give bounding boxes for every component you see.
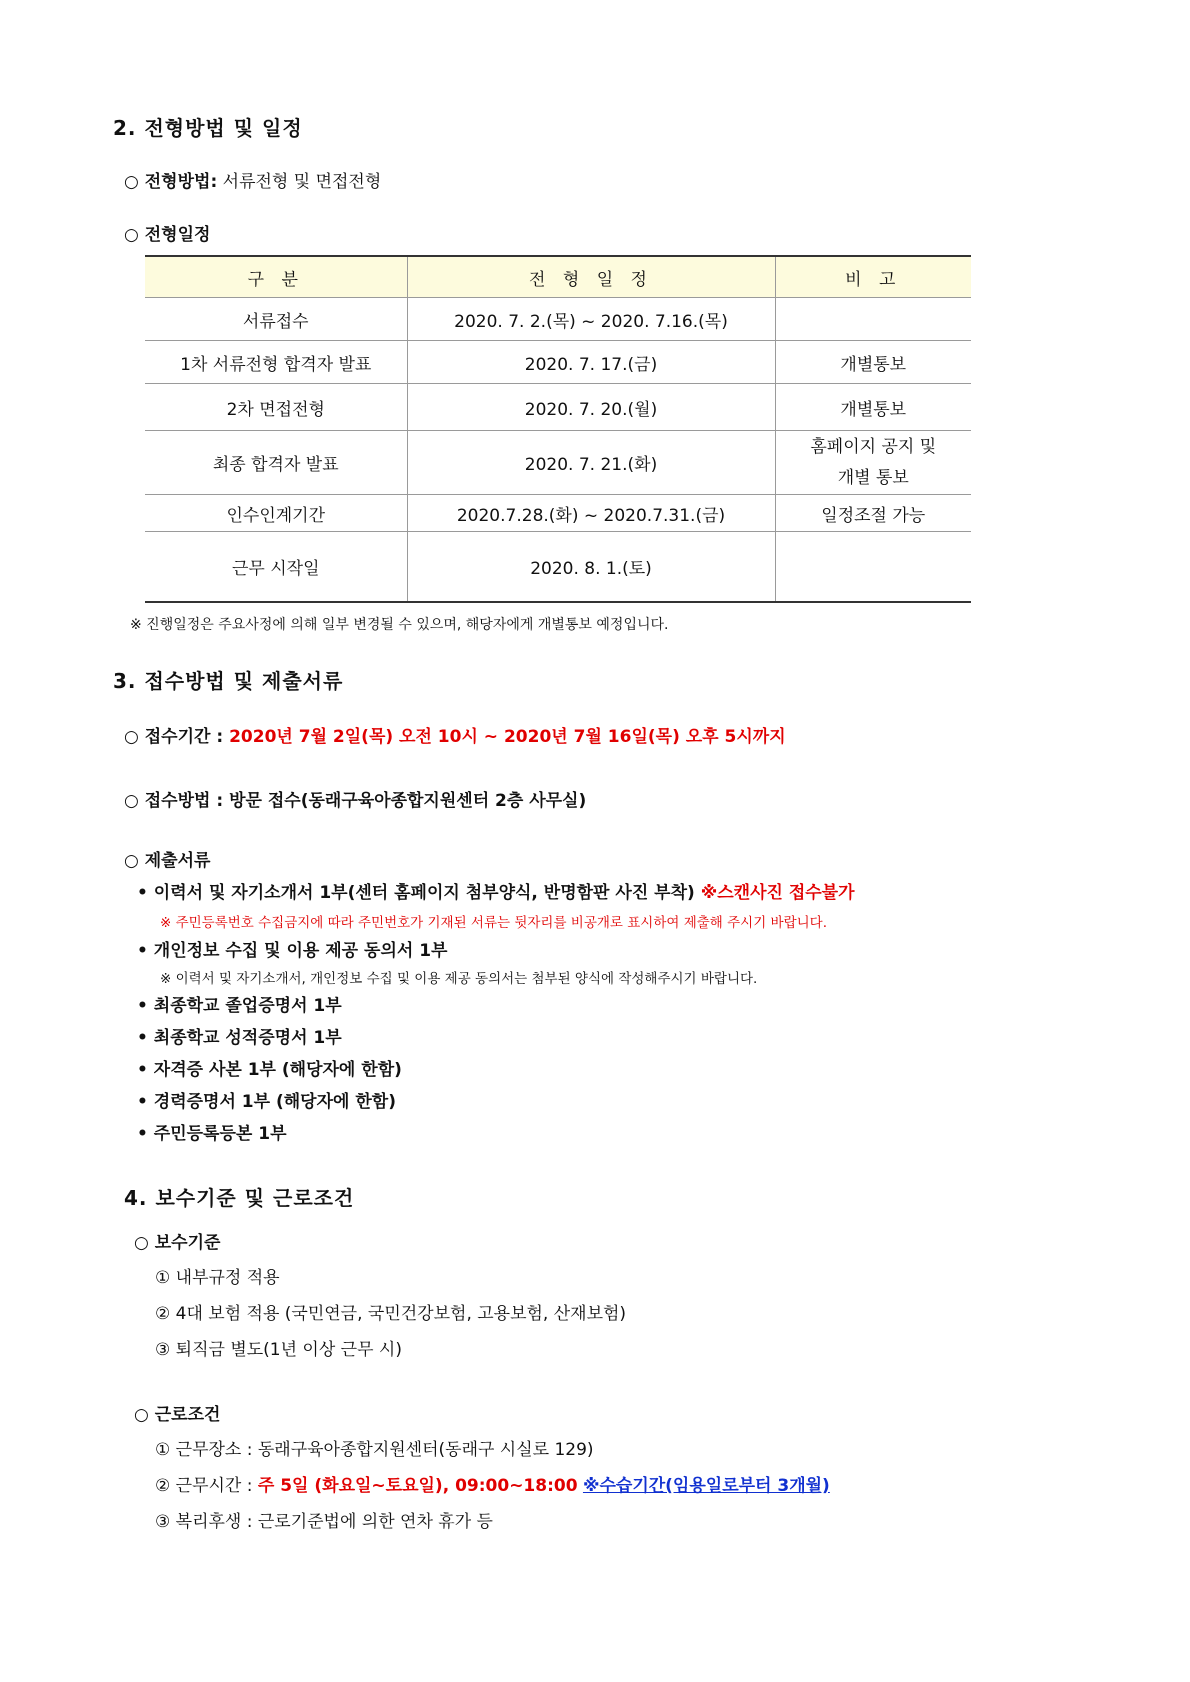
doc-item: • 개인정보 수집 및 이용 제공 동의서 1부 [137, 941, 448, 961]
doc-item: • 자격증 사본 1부 (해당자에 한함) [137, 1060, 402, 1080]
table-row [145, 431, 971, 495]
table-cell-date: 2020. 7. 17.(금) [407, 341, 775, 384]
table-row [145, 495, 971, 532]
doc-item: • 최종학교 졸업증명서 1부 [137, 996, 342, 1016]
doc-item: • 주민등록등본 1부 [137, 1124, 287, 1144]
table-cell-category: 서류접수 [145, 298, 407, 341]
table-cell-date: 2020. 7. 2.(목) ~ 2020. 7.16.(목) [407, 298, 775, 341]
table-cell-category: 최종 합격자 발표 [145, 431, 407, 495]
schedule-footnote: ※ 진행일정은 주요사정에 의해 일부 변경될 수 있으며, 해당자에게 개별통보 예정입니다. [130, 617, 669, 633]
table-row [145, 298, 971, 341]
pay-standard-label: ○ 보수기준 [134, 1233, 221, 1253]
table-header-note: 비 고 [775, 256, 971, 298]
selection-schedule-label: ○ 전형일정 [124, 225, 211, 245]
table-cell-note [775, 532, 971, 602]
pay-item: ① 내부규정 적용 [155, 1268, 280, 1288]
selection-method-label: ○ 전형방법: [124, 172, 218, 192]
doc-item: • 경력증명서 1부 (해당자에 한함) [137, 1092, 396, 1112]
application-period-label: ○ 접수기간 : [124, 727, 224, 747]
table-cell-note [775, 431, 971, 495]
table-cell-date: 2020.7.28.(화) ~ 2020.7.31.(금) [407, 495, 775, 532]
application-period-value: 2020년 7월 2일(목) 오전 10시 ~ 2020년 7월 16일(목) 오후 5시까지 [229, 727, 786, 747]
doc-item: • 최종학교 성적증명서 1부 [137, 1028, 342, 1048]
work-hours-label: ② 근무시간 : [155, 1476, 253, 1496]
table-cell-note: 일정조절 가능 [775, 495, 971, 532]
section2-title: 2. 전형방법 및 일정 [113, 116, 303, 140]
resident-number-note: ※ 주민등록번호 수집금지에 따라 주민번호가 기재된 서류는 뒷자리를 비공개로 표시하여 제출해 주시기 바랍니다. [160, 915, 827, 931]
work-hours-value: 주 5일 (화요일~토요일), 09:00~18:00 [257, 1476, 578, 1496]
section4-title: 4. 보수기준 및 근로조건 [124, 1186, 355, 1210]
pay-item: ③ 퇴직금 별도(1년 이상 근무 시) [155, 1340, 402, 1360]
table-cell-date: 2020. 7. 20.(월) [407, 384, 775, 431]
work-item [155, 1471, 830, 1496]
table-header-row [145, 256, 971, 298]
table-cell-note-line2: 개별 통보 [837, 467, 909, 488]
table-cell-date: 2020. 7. 21.(화) [407, 431, 775, 495]
table-header-category: 구 분 [145, 256, 407, 298]
pay-item: ② 4대 보험 적용 (국민연금, 국민건강보험, 고용보험, 산재보험) [155, 1304, 627, 1324]
application-method-value: 방문 접수(동래구육아종합지원센터 2층 사무실) [229, 791, 587, 811]
work-conditions-label: ○ 근로조건 [134, 1405, 221, 1425]
table-cell-note: 개별통보 [775, 341, 971, 384]
application-method [124, 786, 586, 811]
selection-method-value: 서류전형 및 면접전형 [222, 172, 382, 192]
table-cell-category: 2차 면접전형 [145, 384, 407, 431]
table-cell-note: 개별통보 [775, 384, 971, 431]
schedule-table [145, 255, 971, 603]
work-item: ① 근무장소 : 동래구육아종합지원센터(동래구 시실로 129) [155, 1440, 594, 1460]
table-cell-date: 2020. 8. 1.(토) [407, 532, 775, 602]
scan-photo-warning: ※스캔사진 접수불가 [700, 883, 855, 903]
form-note: ※ 이력서 및 자기소개서, 개인정보 수집 및 이용 제공 동의서는 첨부된 양식에 작성해주시기 바랍니다. [160, 971, 758, 987]
doc-item-text: • 이력서 및 자기소개서 1부(센터 홈페이지 첨부양식, 반명함판 사진 부착) [137, 883, 695, 903]
table-cell-category: 1차 서류전형 합격자 발표 [145, 341, 407, 384]
application-period [124, 722, 786, 747]
application-method-label: ○ 접수방법 : [124, 791, 224, 811]
table-row [145, 532, 971, 602]
table-row [145, 384, 971, 431]
table-cell-category: 인수인계기간 [145, 495, 407, 532]
required-docs-label: ○ 제출서류 [124, 851, 211, 871]
table-header-date: 전 형 일 정 [407, 256, 775, 298]
table-cell-category: 근무 시작일 [145, 532, 407, 602]
table-row [145, 341, 971, 384]
section3-title: 3. 접수방법 및 제출서류 [113, 669, 344, 693]
work-item: ③ 복리후생 : 근로기준법에 의한 연차 휴가 등 [155, 1512, 493, 1532]
selection-method [124, 167, 381, 192]
table-cell-note [775, 298, 971, 341]
table-cell-note-line1: 홈페이지 공지 및 [810, 436, 937, 457]
doc-item [137, 878, 855, 903]
probation-note: ※수습기간(임용일로부터 3개월) [582, 1476, 830, 1496]
